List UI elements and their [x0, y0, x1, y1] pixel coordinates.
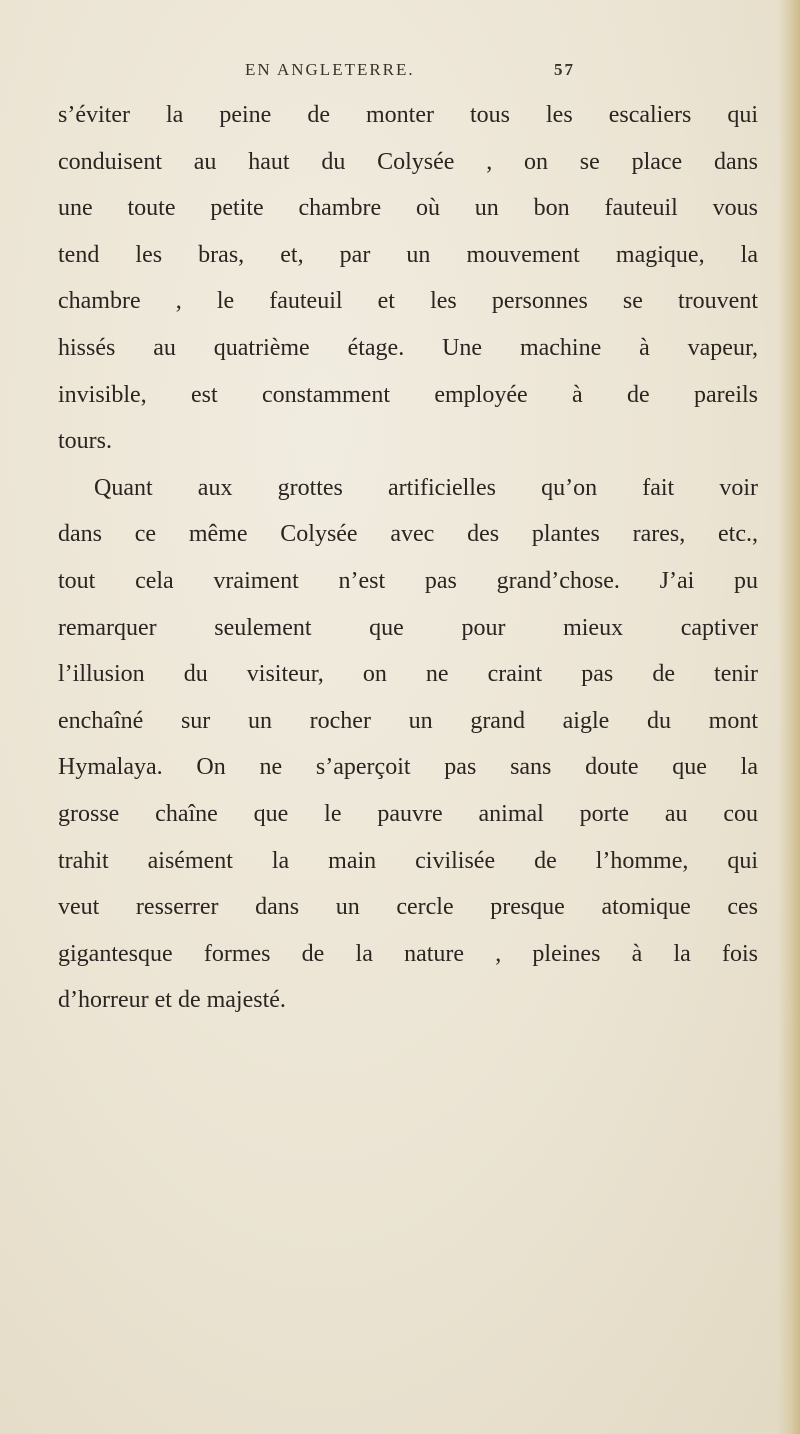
- text-line: grosse chaîne que le pauvre animal porte au cou: [58, 800, 758, 827]
- text-line: enchaîné sur un rocher un grand aigle du mont: [58, 707, 758, 734]
- text-line: l’illusion du visiteur, on ne craint pas de tenir: [58, 661, 758, 688]
- text-line: une toute petite chambre où un bon fauteuil vous: [58, 195, 758, 222]
- text-line: d’horreur et de majesté.: [58, 987, 286, 1014]
- text-line: hissés au quatrième étage. Une machine à vapeur,: [58, 334, 758, 361]
- text-line: invisible, est constamment employée à de pareils: [58, 381, 758, 408]
- text-line: tend les bras, et, par un mouvement magique, la: [58, 241, 758, 268]
- page-number: 57: [554, 60, 575, 79]
- text-line: tours.: [58, 428, 112, 455]
- text-line: trahit aisément la main civilisée de l’homme, qui: [58, 847, 758, 874]
- text-line: gigantesque formes de la nature , pleines à la fois: [58, 940, 758, 967]
- text-line: chambre , le fauteuil et les personnes se trouvent: [58, 288, 758, 315]
- text-line: veut resserrer dans un cercle presque atomique ces: [58, 894, 758, 921]
- text-line: Hymalaya. On ne s’aperçoit pas sans doute que la: [58, 754, 758, 781]
- text-line: Quant aux grottes artificielles qu’on fait voir: [94, 474, 758, 501]
- text-line: conduisent au haut du Colysée , on se place dans: [58, 148, 758, 175]
- text-line: tout cela vraiment n’est pas grand’chose. J’ai pu: [58, 567, 758, 594]
- page-edge: [778, 0, 800, 1434]
- text-line: dans ce même Colysée avec des plantes rares, etc.,: [58, 521, 758, 548]
- text-line: s’éviter la peine de monter tous les escaliers qui: [58, 102, 758, 128]
- running-title: EN ANGLETERRE.: [245, 60, 415, 79]
- text-line: remarquer seulement que pour mieux captiver: [58, 614, 758, 641]
- body-text: [58, 92, 758, 1024]
